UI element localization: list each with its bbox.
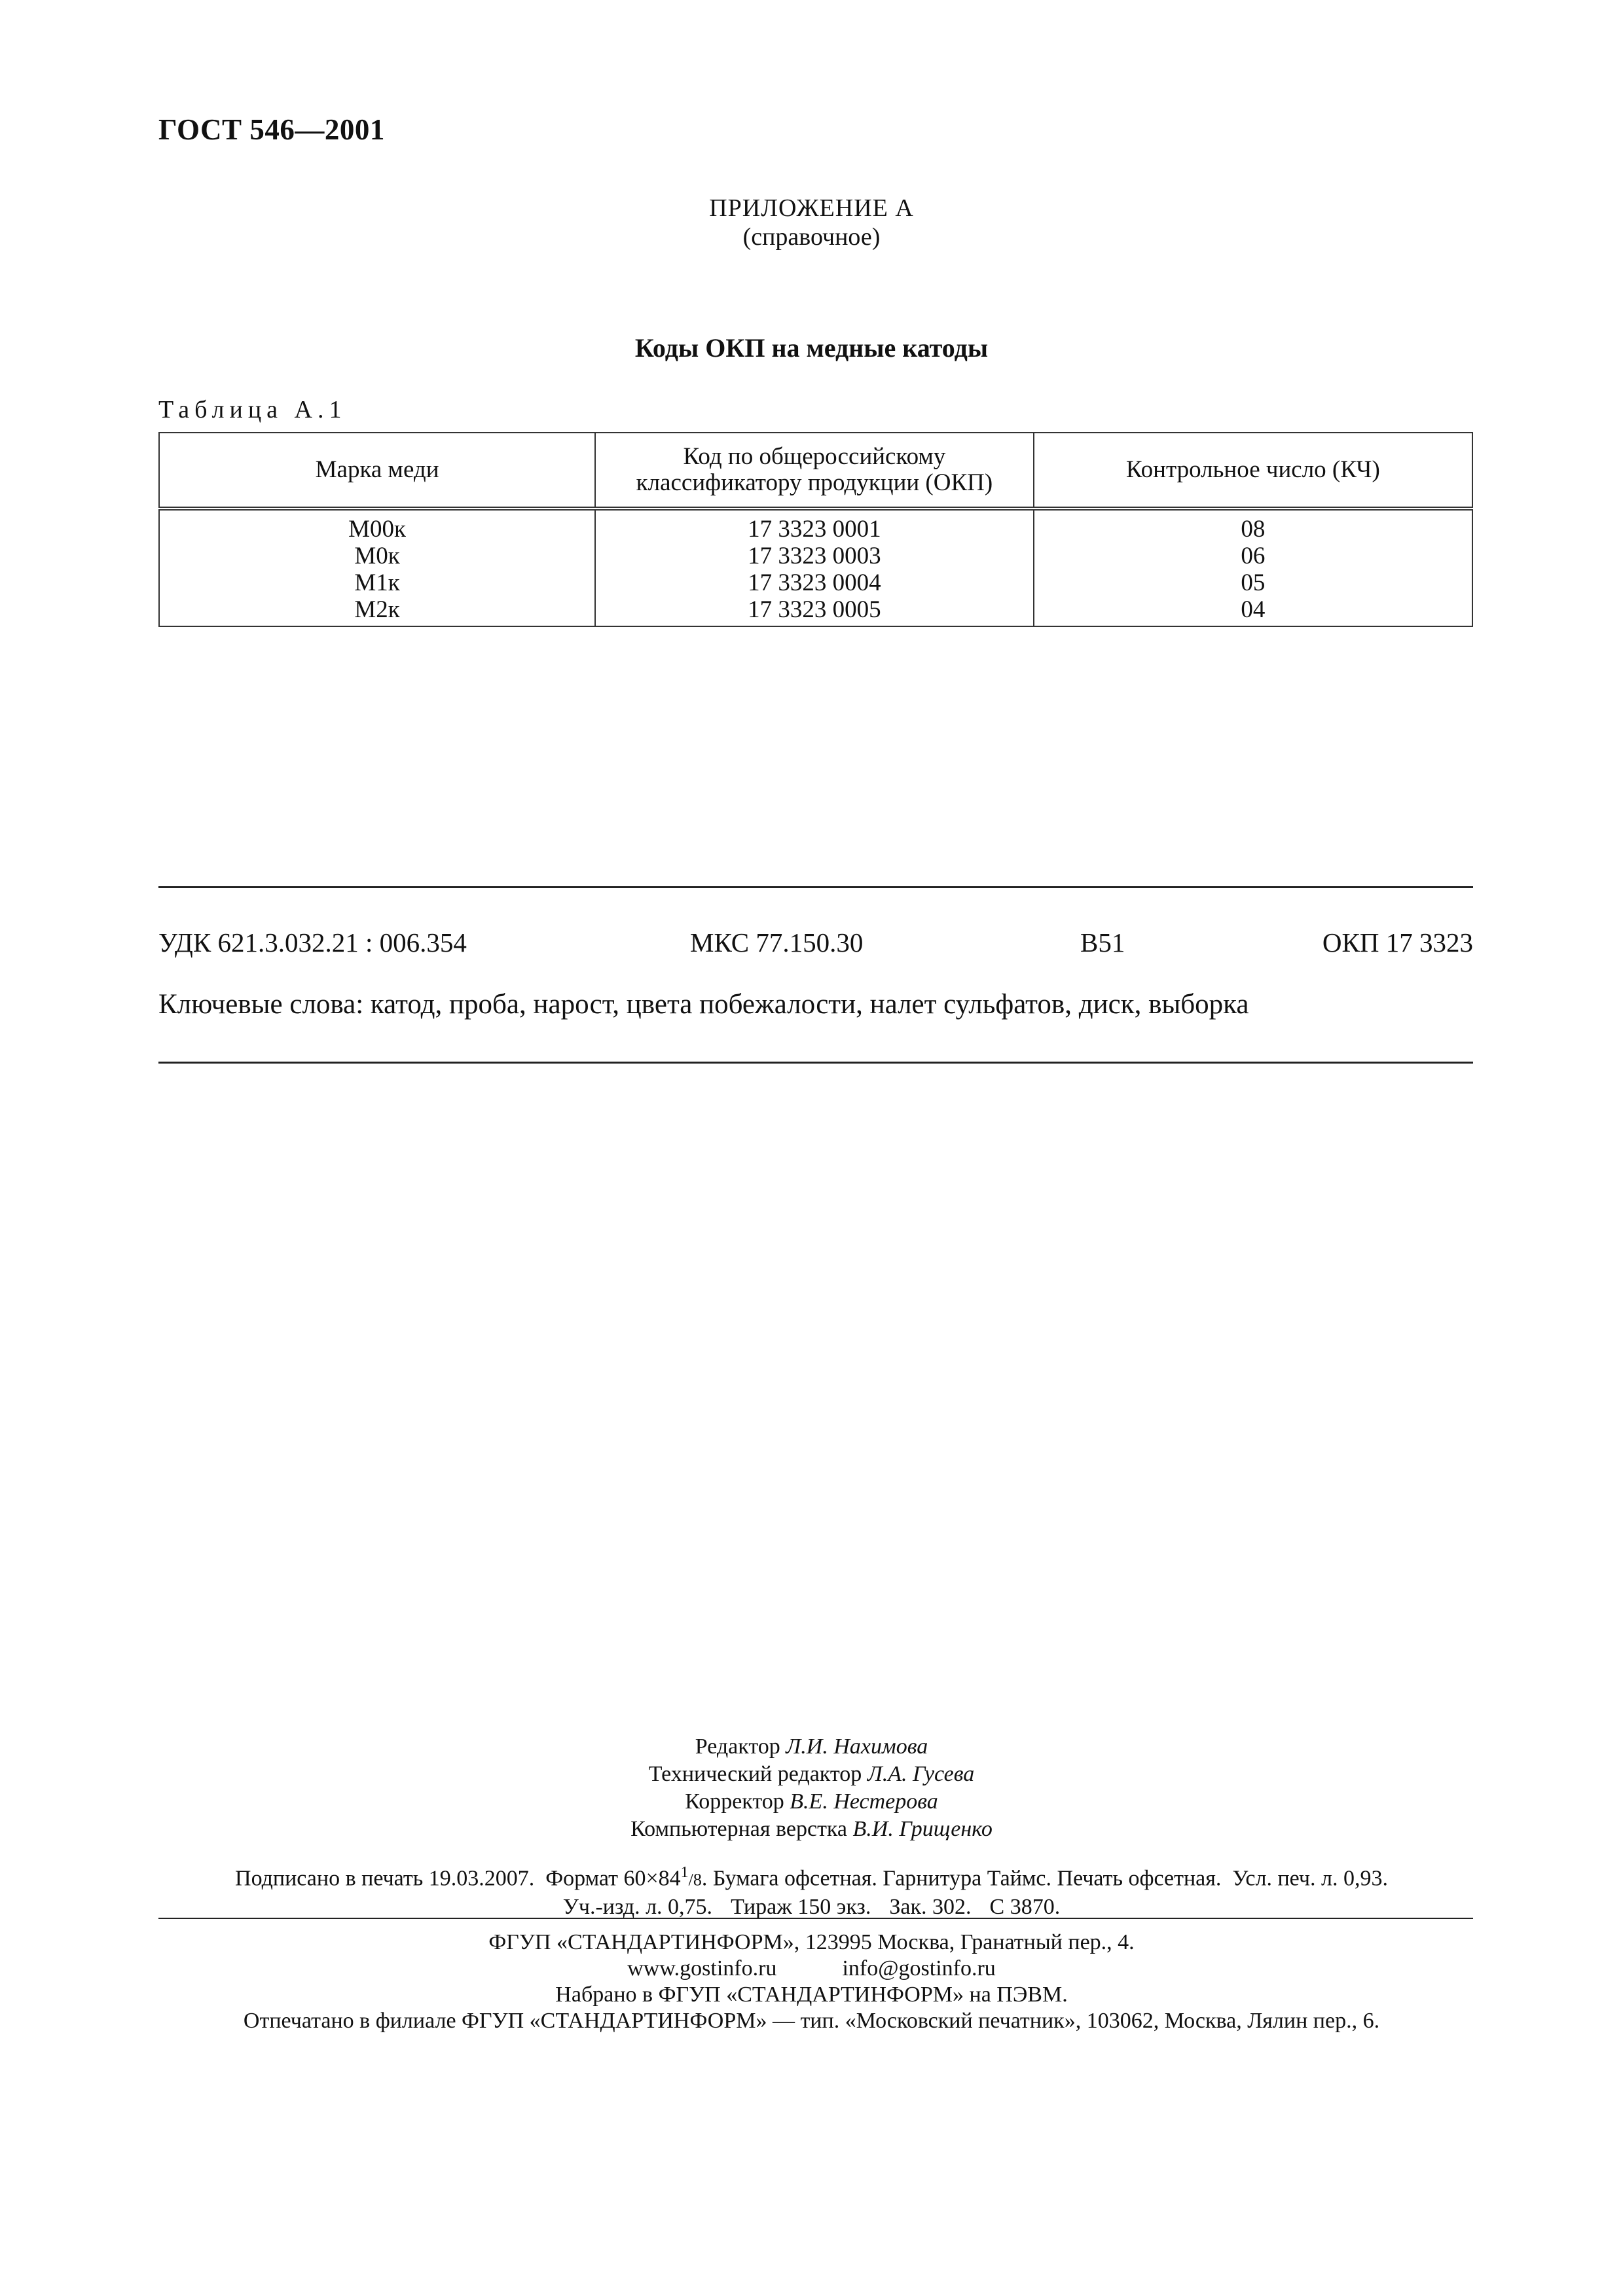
cell-okp-code: 17 3323 0005 (595, 596, 1033, 626)
column-header-check-number: Контрольное число (КЧ) (1034, 433, 1472, 509)
keywords: Ключевые слова: катод, проба, нарост, цвета побежалости, налет сульфатов, диск, выборка (158, 989, 1249, 1020)
column-header-okp-line2: классификатору продукции (ОКП) (636, 469, 993, 496)
mks-code: МКС 77.150.30 (690, 927, 864, 958)
group-code: В51 (1080, 927, 1125, 958)
cell-grade: М0к (159, 543, 595, 569)
publisher-website-link[interactable]: www.gostinfo.ru (627, 1956, 777, 1981)
table-row (159, 569, 1472, 596)
cell-check-number: 08 (1034, 509, 1472, 543)
table-header-row (159, 433, 1472, 509)
cell-check-number: 06 (1034, 543, 1472, 569)
cell-grade: М1к (159, 569, 595, 596)
cell-grade: М2к (159, 596, 595, 626)
divider-bottom (158, 1062, 1473, 1064)
table-caption: Таблица А.1 (158, 396, 347, 423)
divider-publisher (158, 1918, 1473, 1919)
appendix-title: ПРИЛОЖЕНИЕ А (709, 194, 914, 222)
column-header-grade: Марка меди (159, 433, 595, 509)
appendix-heading (0, 194, 1623, 251)
cell-okp-code: 17 3323 0003 (595, 543, 1033, 569)
print-info-line1: Подписано в печать 19.03.2007. Формат $60\times 84^1/8$. Бумага офсетная. Гарнитура Таймс. Печать офсетная. Усл. печ. л. 0,93. (235, 1864, 1388, 1891)
credit-layout: Компьютерная верстка В.И. Грищенко (630, 1817, 993, 1841)
credit-tech-editor: Технический редактор Л.А. Гусева (648, 1762, 975, 1786)
cell-okp-code: 17 3323 0001 (595, 509, 1033, 543)
udk-code: УДК 621.3.032.21 : 006.354 (158, 927, 467, 958)
credit-corrector: Корректор В.Е. Нестерова (685, 1789, 938, 1814)
publisher-printed: Отпечатано в филиале ФГУП «СТАНДАРТИНФОРМ» — тип. «Московский печатник», 103062, Москва, Лялин пер., 6. (243, 2009, 1380, 2033)
appendix-subtitle: (справочное) (742, 223, 881, 251)
okp-code: ОКП 17 3323 (1322, 927, 1473, 958)
print-info-line2: Уч.-изд. л. 0,75. Тираж 150 экз. Зак. 302. С 3870. (562, 1895, 1061, 1920)
publisher-info (0, 1929, 1623, 2034)
okp-codes-table (158, 432, 1473, 627)
publisher-typeset: Набрано в ФГУП «СТАНДАРТИНФОРМ» на ПЭВМ. (555, 1982, 1068, 2007)
cell-check-number: 05 (1034, 569, 1472, 596)
column-header-okp-code (595, 433, 1033, 509)
credit-editor: Редактор Л.И. Нахимова (695, 1734, 928, 1759)
cell-okp-code: 17 3323 0004 (595, 569, 1033, 596)
cell-grade: М00к (159, 509, 595, 543)
print-info (0, 1859, 1623, 1921)
publisher-email-link[interactable]: info@gostinfo.ru (842, 1956, 996, 1981)
publisher-address: ФГУП «СТАНДАРТИНФОРМ», 123995 Москва, Гранатный пер., 4. (488, 1930, 1135, 1954)
section-title: Коды ОКП на медные катоды (634, 333, 989, 363)
divider-top (158, 886, 1473, 888)
table-row (159, 596, 1472, 626)
publisher-contacts (0, 1956, 1623, 1982)
credits (0, 1733, 1623, 1843)
table-row (159, 543, 1472, 569)
table-row (159, 509, 1472, 543)
cell-check-number: 04 (1034, 596, 1472, 626)
document-code: ГОСТ 546—2001 (158, 113, 385, 146)
column-header-okp-line1: Код по общероссийскому (683, 443, 946, 470)
